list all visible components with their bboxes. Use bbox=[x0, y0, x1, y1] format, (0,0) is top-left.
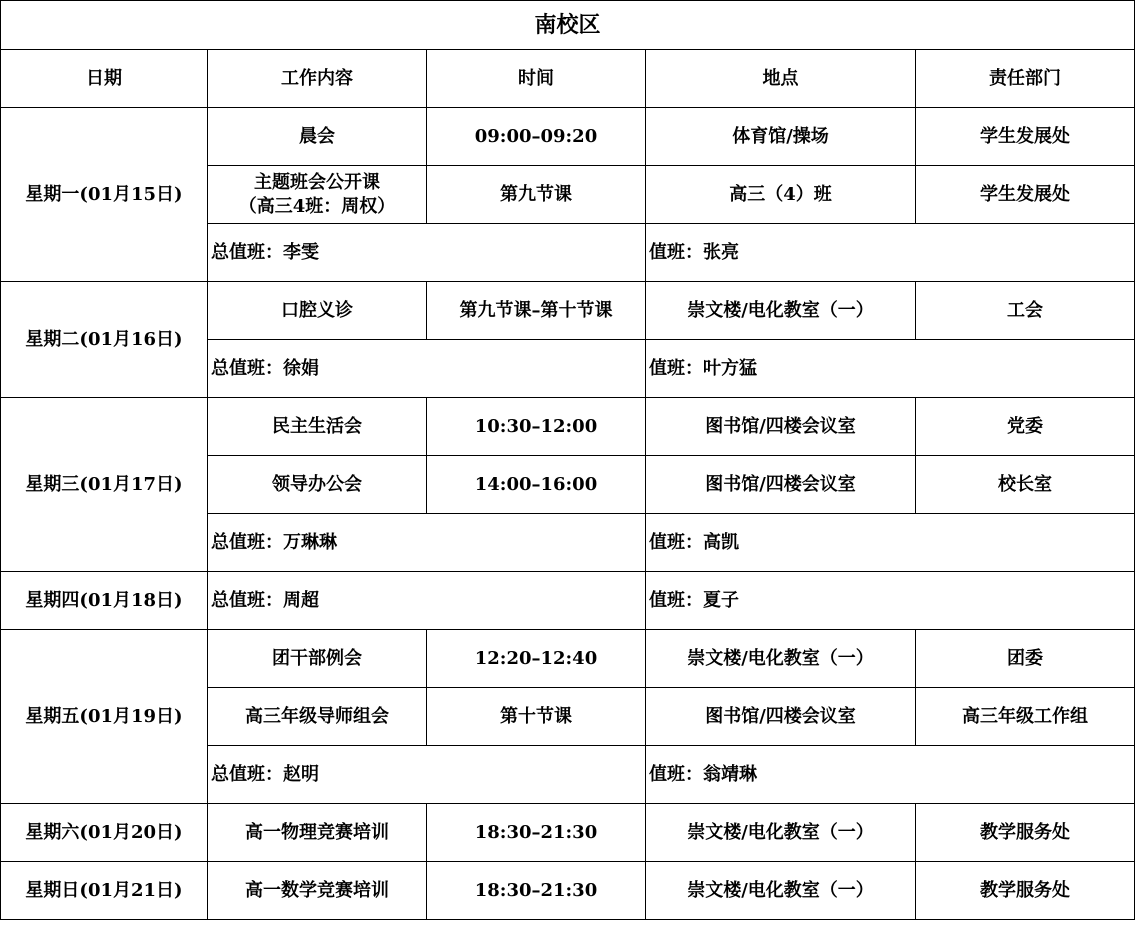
duty-chief-cell: 总值班：周超 bbox=[208, 572, 646, 630]
content-cell: 口腔义诊 bbox=[208, 282, 427, 340]
content-line: 主题班会公开课 bbox=[254, 171, 380, 193]
content-cell: 团干部例会 bbox=[208, 630, 427, 688]
table-row bbox=[1, 862, 1135, 920]
content-cell: 高一物理竞赛培训 bbox=[208, 804, 427, 862]
header-content: 工作内容 bbox=[208, 50, 427, 108]
place-cell: 崇文楼/电化教室（一） bbox=[646, 804, 916, 862]
duty-cell: 值班：翁靖琳 bbox=[646, 746, 1135, 804]
place-cell: 崇文楼/电化教室（一） bbox=[646, 630, 916, 688]
content-line: （高三4班：周权） bbox=[238, 195, 396, 217]
header-row bbox=[1, 50, 1135, 108]
table-row bbox=[1, 630, 1135, 688]
date-cell: 星期五(01月19日) bbox=[1, 630, 208, 804]
time-cell: 09:00–09:20 bbox=[427, 108, 646, 166]
time-cell: 第九节课–第十节课 bbox=[427, 282, 646, 340]
dept-cell: 校长室 bbox=[916, 456, 1135, 514]
content-cell bbox=[208, 166, 427, 224]
dept-cell: 党委 bbox=[916, 398, 1135, 456]
dept-cell: 学生发展处 bbox=[916, 108, 1135, 166]
time-cell: 14:00–16:00 bbox=[427, 456, 646, 514]
dept-cell: 团委 bbox=[916, 630, 1135, 688]
content-cell: 晨会 bbox=[208, 108, 427, 166]
content-cell: 高三年级导师组会 bbox=[208, 688, 427, 746]
time-cell: 第九节课 bbox=[427, 166, 646, 224]
place-cell: 高三（4）班 bbox=[646, 166, 916, 224]
date-cell: 星期三(01月17日) bbox=[1, 398, 208, 572]
content-cell: 民主生活会 bbox=[208, 398, 427, 456]
place-cell: 崇文楼/电化教室（一） bbox=[646, 862, 916, 920]
header-dept: 责任部门 bbox=[916, 50, 1135, 108]
dept-cell: 工会 bbox=[916, 282, 1135, 340]
date-cell: 星期日(01月21日) bbox=[1, 862, 208, 920]
duty-cell: 值班：叶方猛 bbox=[646, 340, 1135, 398]
duty-chief-cell: 总值班：万琳琳 bbox=[208, 514, 646, 572]
dept-cell: 教学服务处 bbox=[916, 862, 1135, 920]
place-cell: 体育馆/操场 bbox=[646, 108, 916, 166]
table-row bbox=[1, 108, 1135, 166]
time-cell: 18:30–21:30 bbox=[427, 862, 646, 920]
place-cell: 图书馆/四楼会议室 bbox=[646, 398, 916, 456]
duty-chief-cell: 总值班：徐娟 bbox=[208, 340, 646, 398]
place-cell: 崇文楼/电化教室（一） bbox=[646, 282, 916, 340]
table-row bbox=[1, 398, 1135, 456]
content-cell: 高一数学竞赛培训 bbox=[208, 862, 427, 920]
duty-row bbox=[1, 572, 1135, 630]
time-cell: 10:30–12:00 bbox=[427, 398, 646, 456]
time-cell: 12:20–12:40 bbox=[427, 630, 646, 688]
date-cell: 星期六(01月20日) bbox=[1, 804, 208, 862]
duty-cell: 值班：张亮 bbox=[646, 224, 1135, 282]
time-cell: 第十节课 bbox=[427, 688, 646, 746]
title-row bbox=[1, 1, 1135, 50]
dept-cell: 学生发展处 bbox=[916, 166, 1135, 224]
date-cell: 星期二(01月16日) bbox=[1, 282, 208, 398]
content-cell: 领导办公会 bbox=[208, 456, 427, 514]
table-row bbox=[1, 804, 1135, 862]
table-title: 南校区 bbox=[1, 1, 1135, 50]
duty-chief-cell: 总值班：赵明 bbox=[208, 746, 646, 804]
duty-chief-cell: 总值班：李雯 bbox=[208, 224, 646, 282]
header-date: 日期 bbox=[1, 50, 208, 108]
table-row bbox=[1, 282, 1135, 340]
date-cell: 星期一(01月15日) bbox=[1, 108, 208, 282]
place-cell: 图书馆/四楼会议室 bbox=[646, 456, 916, 514]
header-time: 时间 bbox=[427, 50, 646, 108]
time-cell: 18:30–21:30 bbox=[427, 804, 646, 862]
dept-cell: 高三年级工作组 bbox=[916, 688, 1135, 746]
date-cell: 星期四(01月18日) bbox=[1, 572, 208, 630]
header-place: 地点 bbox=[646, 50, 916, 108]
place-cell: 图书馆/四楼会议室 bbox=[646, 688, 916, 746]
duty-cell: 值班：夏子 bbox=[646, 572, 1135, 630]
dept-cell: 教学服务处 bbox=[916, 804, 1135, 862]
duty-cell: 值班：高凯 bbox=[646, 514, 1135, 572]
